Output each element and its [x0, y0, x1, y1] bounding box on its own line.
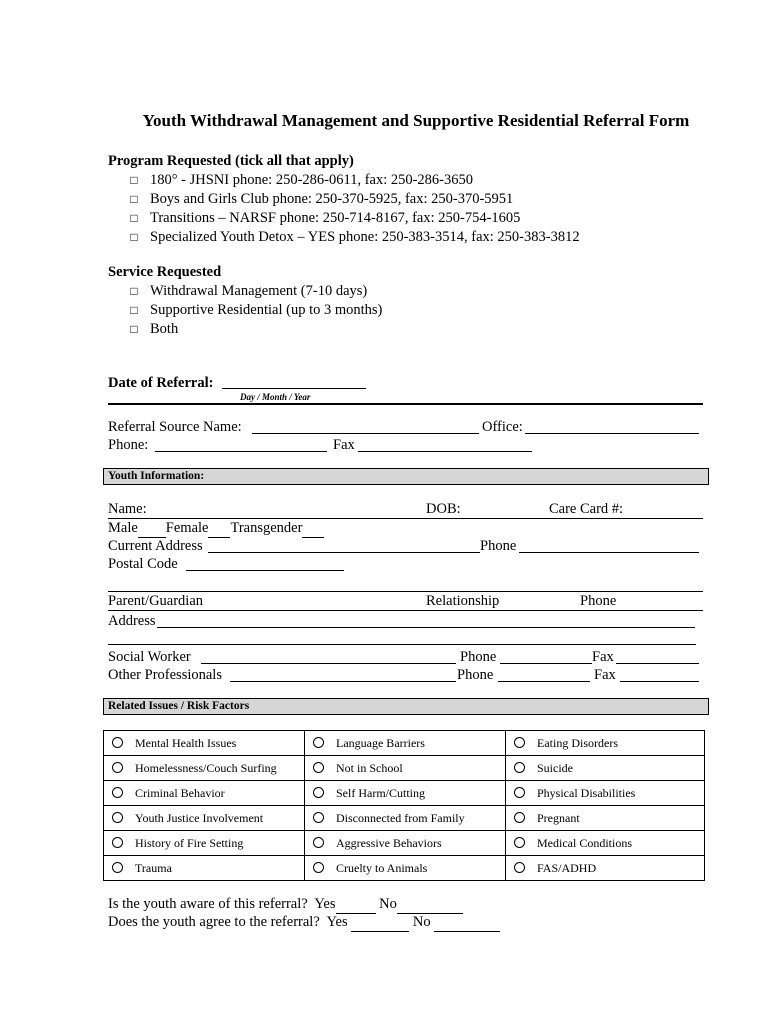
radio-circle-icon[interactable] [313, 837, 324, 848]
aware-yes-field[interactable] [336, 896, 376, 914]
risk-option[interactable]: Medical Conditions [506, 831, 705, 856]
referral-fax-field[interactable] [358, 451, 532, 452]
guardian-phone-label: Phone [580, 593, 617, 609]
risk-option[interactable]: Not in School [305, 756, 506, 781]
checkbox-icon[interactable]: □ [130, 173, 138, 187]
radio-circle-icon[interactable] [514, 862, 525, 873]
radio-circle-icon[interactable] [514, 762, 525, 773]
aware-question: Is the youth aware of this referral? [108, 896, 308, 912]
checkbox-icon[interactable]: □ [130, 303, 138, 317]
table-row [104, 781, 705, 806]
radio-circle-icon[interactable] [514, 787, 525, 798]
op-phone-field[interactable] [498, 681, 590, 682]
name-label: Name: [108, 501, 147, 517]
agree-yes-label: Yes [326, 914, 348, 930]
transgender-field[interactable] [302, 520, 324, 538]
table-row [104, 856, 705, 881]
radio-circle-icon[interactable] [514, 812, 525, 823]
table-row [104, 756, 705, 781]
youth-phone-label: Phone [480, 538, 517, 554]
date-label: Date of Referral: [108, 375, 214, 391]
referral-phone-label: Phone: [108, 437, 149, 453]
social-worker-field[interactable] [201, 663, 456, 664]
radio-circle-icon[interactable] [313, 812, 324, 823]
guardian-address-field-2[interactable] [108, 644, 696, 645]
date-hint: Day / Month / Year [240, 392, 311, 402]
checkbox-icon[interactable]: □ [130, 284, 138, 298]
op-fax-field[interactable] [620, 681, 699, 682]
current-address-label: Current Address [108, 538, 203, 554]
risk-option[interactable]: Trauma [104, 856, 305, 881]
risk-option[interactable]: Disconnected from Family [305, 806, 506, 831]
table-row [104, 831, 705, 856]
risk-option[interactable]: History of Fire Setting [104, 831, 305, 856]
agree-yes-field[interactable] [351, 914, 409, 932]
risk-factors-table [103, 730, 705, 881]
risk-option[interactable]: Self Harm/Cutting [305, 781, 506, 806]
radio-circle-icon[interactable] [112, 862, 123, 873]
radio-circle-icon[interactable] [514, 737, 525, 748]
op-fax-label: Fax [594, 667, 616, 683]
sw-phone-label: Phone [460, 649, 497, 665]
program-option-2[interactable]: □ Boys and Girls Club phone: 250-370-5925, fax: 250-370-5951 [126, 191, 513, 208]
aware-yes-label: Yes [314, 896, 336, 912]
radio-circle-icon[interactable] [313, 762, 324, 773]
risk-option[interactable]: FAS/ADHD [506, 856, 705, 881]
checkbox-icon[interactable]: □ [130, 192, 138, 206]
service-option-1[interactable]: □ Withdrawal Management (7-10 days) [126, 283, 367, 300]
aware-no-field[interactable] [397, 896, 463, 914]
risk-option[interactable]: Language Barriers [305, 731, 506, 756]
risk-option[interactable]: Cruelty to Animals [305, 856, 506, 881]
risk-option[interactable]: Aggressive Behaviors [305, 831, 506, 856]
divider [108, 403, 703, 405]
risk-option[interactable]: Physical Disabilities [506, 781, 705, 806]
guardian-address-field[interactable] [157, 627, 695, 628]
radio-circle-icon[interactable] [112, 812, 123, 823]
agree-question-row [108, 914, 500, 932]
gender-row [108, 520, 324, 538]
name-field[interactable] [108, 518, 703, 519]
youth-phone-field[interactable] [519, 552, 699, 553]
radio-circle-icon[interactable] [112, 787, 123, 798]
agree-no-label: No [412, 914, 431, 930]
op-phone-label: Phone [457, 667, 494, 683]
guardian-address-label: Address [108, 613, 156, 629]
checkbox-icon[interactable]: □ [130, 322, 138, 336]
postal-code-field[interactable] [186, 570, 344, 571]
relationship-label: Relationship [426, 593, 500, 609]
guardian-field[interactable] [108, 610, 703, 611]
table-row [104, 731, 705, 756]
radio-circle-icon[interactable] [514, 837, 525, 848]
date-field[interactable] [222, 388, 366, 389]
radio-circle-icon[interactable] [112, 762, 123, 773]
risk-option[interactable]: Pregnant [506, 806, 705, 831]
postal-code-label: Postal Code [108, 556, 178, 572]
referral-source-label: Referral Source Name: [108, 419, 242, 435]
service-option-3[interactable]: □ Both [126, 321, 178, 338]
program-option-3[interactable]: □ Transitions – NARSF phone: 250-714-8167, fax: 250-754-1605 [126, 210, 520, 227]
service-heading: Service Requested [108, 264, 222, 280]
other-professionals-field[interactable] [230, 681, 456, 682]
female-label: Female [165, 520, 209, 536]
radio-circle-icon[interactable] [313, 737, 324, 748]
service-option-2[interactable]: □ Supportive Residential (up to 3 months) [126, 302, 382, 319]
sw-phone-field[interactable] [500, 663, 592, 664]
risk-option[interactable]: Homelessness/Couch Surfing [104, 756, 305, 781]
current-address-field[interactable] [208, 552, 480, 553]
office-field[interactable] [525, 433, 699, 434]
aware-no-label: No [379, 896, 397, 912]
risk-option[interactable]: Criminal Behavior [104, 781, 305, 806]
dob-label: DOB: [426, 501, 461, 517]
office-label: Office: [482, 419, 523, 435]
risk-option[interactable]: Suicide [506, 756, 705, 781]
radio-circle-icon[interactable] [112, 837, 123, 848]
sw-fax-label: Fax [592, 649, 614, 665]
radio-circle-icon[interactable] [313, 862, 324, 873]
risk-header: Related Issues / Risk Factors [103, 698, 709, 715]
radio-circle-icon[interactable] [313, 787, 324, 798]
care-card-label: Care Card #: [549, 501, 624, 517]
parent-label: Parent/Guardian [108, 593, 204, 609]
agree-question: Does the youth agree to the referral? [108, 914, 320, 930]
radio-circle-icon[interactable] [112, 737, 123, 748]
risk-option[interactable]: Eating Disorders [506, 731, 705, 756]
table-row [104, 806, 705, 831]
risk-option[interactable]: Mental Health Issues [104, 731, 305, 756]
referral-fax-label: Fax [333, 437, 355, 453]
other-professionals-label: Other Professionals [108, 667, 222, 683]
referral-source-field[interactable] [252, 433, 479, 434]
male-label: Male [108, 520, 138, 536]
risk-option[interactable]: Youth Justice Involvement [104, 806, 305, 831]
divider [108, 591, 703, 592]
program-heading: Program Requested (tick all that apply) [108, 153, 354, 169]
program-option-1[interactable]: □ 180° - JHSNI phone: 250-286-0611, fax: 250-286-3650 [126, 172, 473, 189]
referral-phone-field[interactable] [155, 451, 327, 452]
program-option-4[interactable]: □ Specialized Youth Detox – YES phone: 250-383-3514, fax: 250-383-3812 [126, 229, 580, 246]
male-field[interactable] [138, 520, 166, 538]
social-worker-label: Social Worker [108, 649, 191, 665]
youth-info-header: Youth Information: [103, 468, 709, 485]
checkbox-icon[interactable]: □ [130, 230, 138, 244]
form-title: Youth Withdrawal Management and Supportive Residential Referral Form [142, 111, 690, 130]
checkbox-icon[interactable]: □ [130, 211, 138, 225]
transgender-label: Transgender [230, 520, 303, 536]
sw-fax-field[interactable] [616, 663, 699, 664]
aware-question-row [108, 896, 463, 914]
female-field[interactable] [208, 520, 230, 538]
agree-no-field[interactable] [434, 914, 500, 932]
